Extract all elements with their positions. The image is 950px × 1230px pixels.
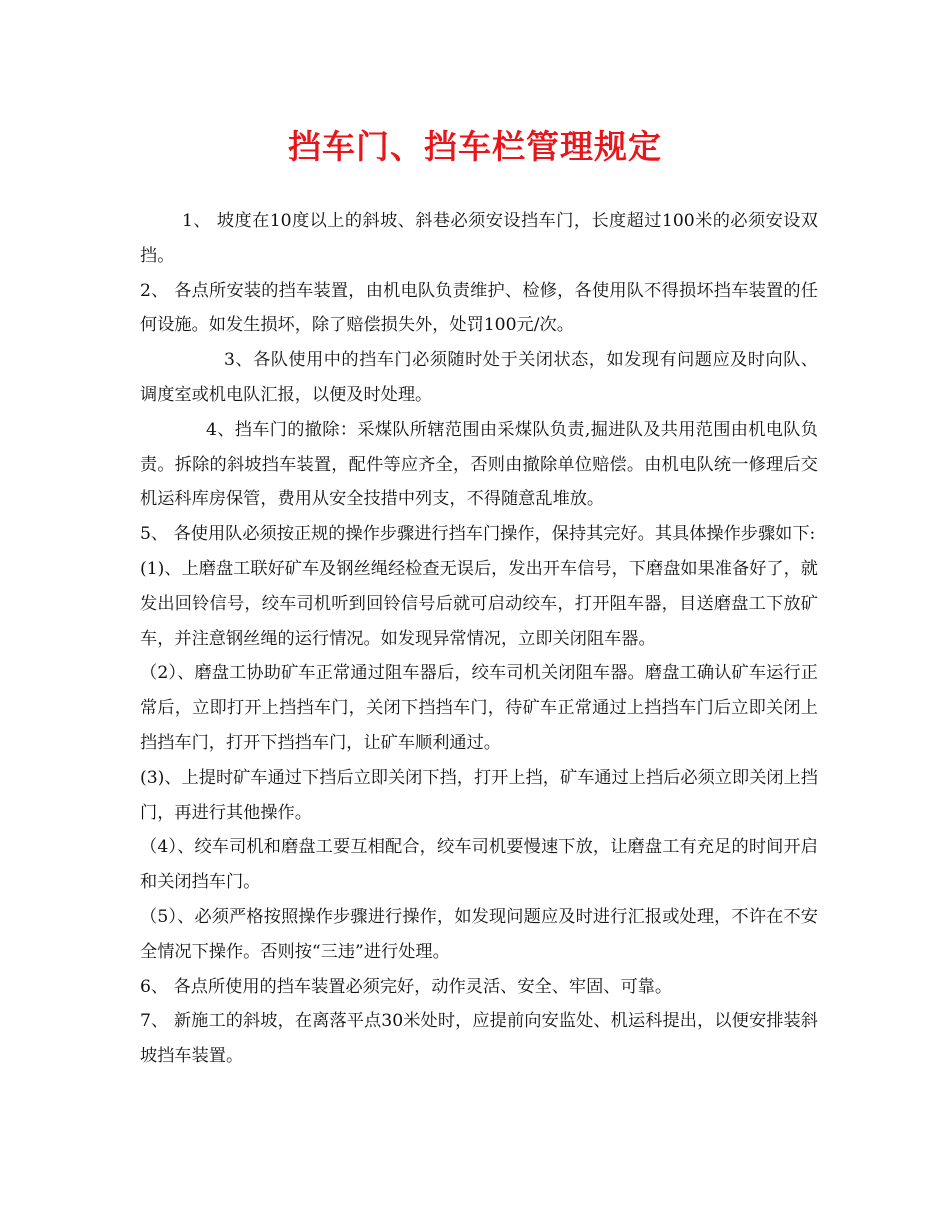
paragraph-7: 7、 新施工的斜坡，在离落平点30米处时，应提前向安监处、机运科提出，以便安排装斜坡挡车装置。: [140, 1011, 818, 1067]
step-4: （4）、绞车司机和磨盘工要互相配合，绞车司机要慢速下放，让磨盘工有充足的时间开启和关闭挡车门。: [140, 837, 818, 893]
paragraph-3: 3、各队使用中的挡车门必须随时处于关闭状态，如发现有问题应及时向队、调度室或机电队汇报，以便及时处理。: [140, 350, 818, 405]
paragraph-2: 2、 各点所安装的挡车装置，由机电队负责维护、检修，各使用队不得损坏挡车装置的任何设施。如发生损坏，除了赔偿损失外，处罚100元/次。: [140, 280, 818, 336]
step-5: （5）、必须严格按照操作步骤进行操作，如发现问题应及时进行汇报或处理，不许在不安全情况下操作。否则按“三违”进行处理。: [140, 906, 818, 962]
paragraph-4: 4、挡车门的撤除：采煤队所辖范围由采煤队负责,掘进队及共用范围由机电队负责。拆除的斜坡挡车装置，配件等应齐全，否则由撤除单位赔偿。由机电队统一修理后交机运科库房保管，费用从安全技措中列支，不得随意乱堆放。: [140, 419, 818, 510]
paragraph-6: 6、 各点所使用的挡车装置必须完好，动作灵活、安全、牢固、可靠。: [140, 976, 673, 997]
step-3: (3)、上提时矿车通过下挡后立即关闭下挡，打开上挡，矿车通过上挡后必须立即关闭上挡门，再进行其他操作。: [140, 767, 818, 823]
step-1: (1)、上磨盘工联好矿车及钢丝绳经检查无误后，发出开车信号，下磨盘如果准备好了，就发出回铃信号，绞车司机听到回铃信号后就可启动绞车，打开阻车器，目送磨盘工下放矿车，并注意钢丝绳的运行情况。如发现异常情况，立即关闭阻车器。: [140, 558, 818, 649]
paragraph-5: 5、 各使用队必须按正规的操作步骤进行挡车门操作，保持其完好。其具体操作步骤如下:: [140, 524, 816, 545]
step-2: （2）、磨盘工协助矿车正常通过阻车器后，绞车司机关闭阻车器。磨盘工确认矿车运行正常后，立即打开上挡挡车门，关闭下挡挡车门，待矿车正常通过上挡挡车门后立即关闭上挡挡车门，打开下挡挡车门，让矿车顺利通过。: [140, 663, 818, 753]
document-body: [140, 204, 818, 1074]
paragraph-1: 1、 坡度在10度以上的斜坡、斜巷必须安设挡车门，长度超过100米的必须安设双挡。: [140, 211, 818, 266]
document-title: 挡车门、挡车栏管理规定: [288, 127, 662, 166]
